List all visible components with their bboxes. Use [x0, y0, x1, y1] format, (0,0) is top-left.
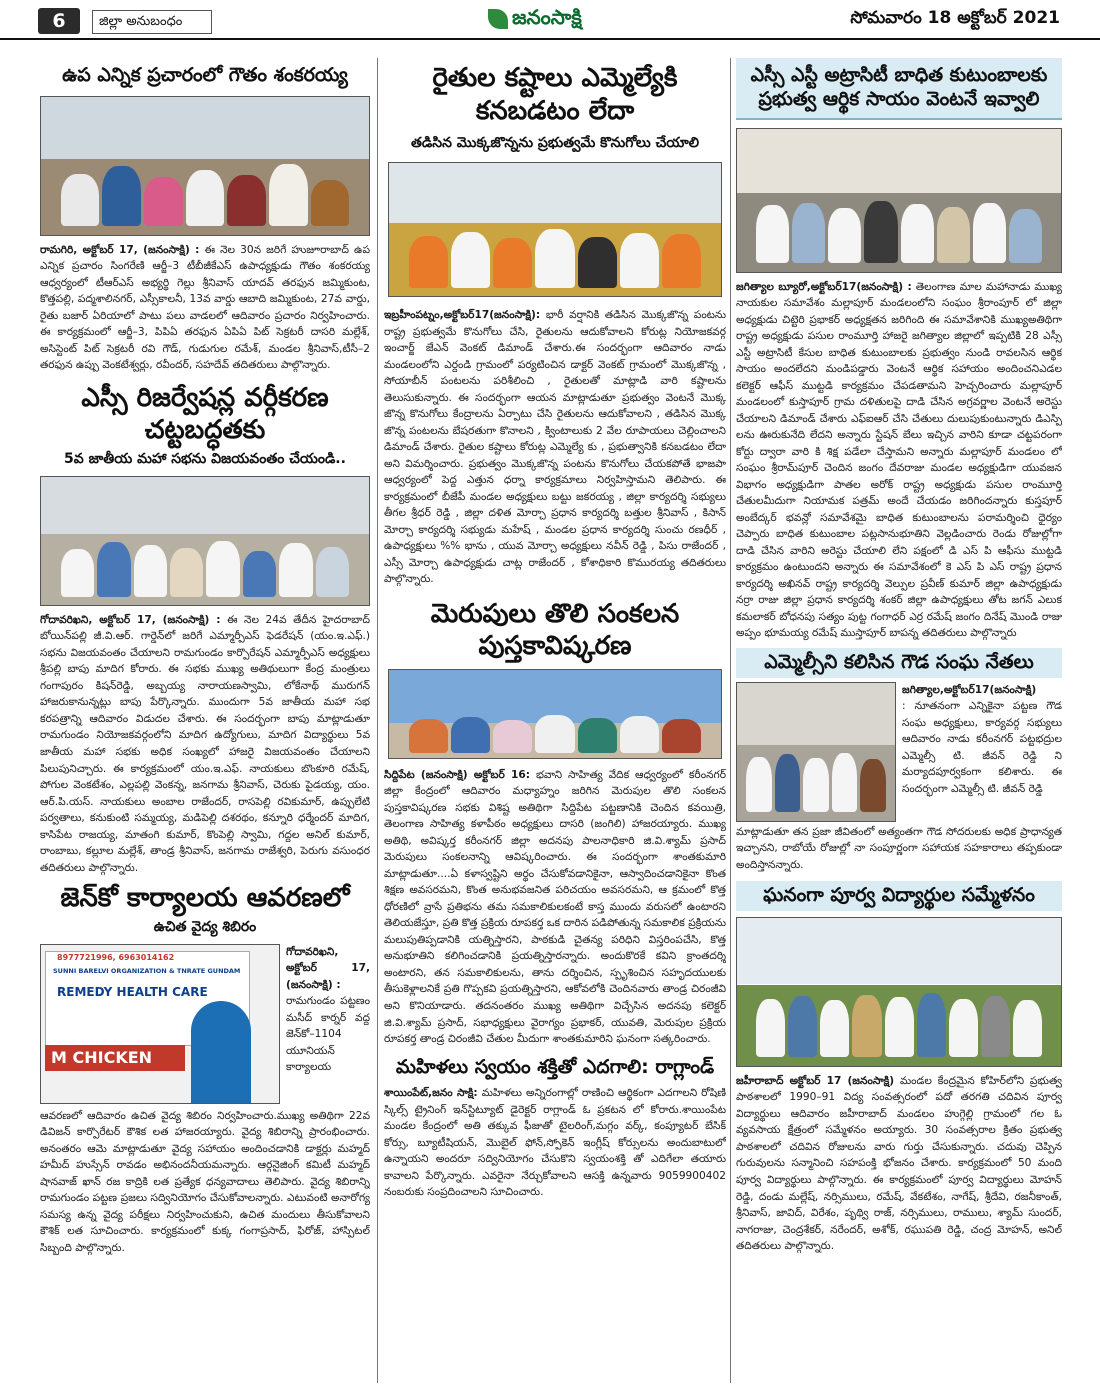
photo-book-launch — [388, 669, 722, 759]
story-alumni-meet: జహీరాబాద్ అక్టోబర్ 17 (జనంసాక్షి) మండల కేంద్రమైన కోహిర్‌లోని ప్రభుత్వ పాఠశాలలో 1990–91 విద్య సంవత్సరంలో పదో తరగతి చదివిన పూర్వ విద్యార్థులు ఆదివారం జహీరాబాద్ మండలం హుగ్గెల్లి గ్రామంలో గల ఓ వ్యవసాయ క్షేత్రంలో సమ్మేళనం అయ్యారు. 30 సంవత్సరాల క్రితం ప్రభుత్వ పాఠశాలలో చదివిన రోజులను వారు గుర్తు చేసుకున్నారు. చదువు చెప్పిన గురువులను సన్మానించి సహపంక్తి భోజనం చేశారు. కార్యక్రమంలో 50 మంది పూర్వ విద్యార్థులు పాల్గొన్నారు. ఈ కార్యక్రమంలో పూర్వ విద్యార్థులు మోహన్ రెడ్డి, దండు మల్లేష్, నర్సిములు, రమేష్, వేకటేశం, నాగేష్, శ్రీదేవి, రజనీకాంత్, శ్రీనివాస్, జావిద్, విరేశం, పృథ్వి రాజ్, నర్సిములు, రాములు, శ్యామ్ సుందర్, నాగరాజు, చెంద్రశేకర్, నరేందర్, అశోక్, రఘుపతి రెడ్డి, చంద్ర మోహన్, అనిల్ తదితరులు పాల్గొన్నారు. — [736, 1074, 1062, 1253]
dateline: రామగిరి, అక్టోబర్ 17, (జనంసాక్షి) : — [40, 243, 200, 256]
dateline: జగిత్యాల,అక్టోబర్17(జనంసాక్షి) — [902, 683, 1037, 696]
column-right — [736, 58, 1062, 1383]
gouda-block — [736, 682, 1062, 822]
story-book-launch: సిద్దిపేట (జనంసాక్షి) అక్టోబర్ 16: భవాని సాహిత్య వేదిక ఆధ్వర్యంలో కరీంనగర్ జిల్లా కేంద్రంలో ఆదివారం మధ్యాహ్నం జరిగిన మెరుపుల తొలి సంకలన పుస్తకావిష్కరణ సభకు విశిష్ట అతిథిగా సిద్దిపేట పట్టణానికి చెందిన కవయిత్రి, తెలంగాణ సాహిత్య కళాపీఠం అధ్యక్షులు దాసరి (జంగిలి) హాజరయ్యారు. ముఖ్య అతిథి, అవిష్కర్త కరీంనగర్ జిల్లా అదనపు పాలనాధికారి జి.వి.శ్యామ్ ప్రసాద్ మెరుపులు సంకలనాన్ని ఆవిష్కరించారు. ఈ సందర్భంగా శాంతకుమారి మాట్లాడుతూ....ఏ కళాస్వష్టిని అర్థం చేసుకోవడానికైనా, ఆస్వాదించడానికైనా కొంత శిక్షణ అవసరమని, కొంత అనుభవజనిత పరిచయం అవసరమని, ఆ క్రమంలో కొత్త ధోరణిలో వ్రాసే ప్రతిభను తమ సమకాలికులకంటే కాస్త ముందు వరుసలో ఉంటారని తెలియజేస్తూ, ప్రతి కొత్త ప్రక్రియ రూపకర్త ఒక దారిన పడిపోతున్న సమకాలిక ప్రక్రియను మలుపుతిప్పడానికి యత్నిస్తారని, పాఠకుడి చైతన్య పరిధిని విస్తరింపచేసి, కొత్త అనుభూతిని కలిగించడానికి ప్రయత్నిస్తారన్నారు. అందుకొరకే కవిని క్రాంతదర్శి అంటారని, తన సమకాలికులను, తాను దర్శించిన, స్పృశించిన సహృదయులకు తీసుకెళ్లాలనికే ప్రతి గొప్పకవి ప్రయత్నిస్తారని, ఆకోవలోకి చెందినవారు తాండ్ర చిరంజీవి అని కొనియాడారు. తదనంతరం ముఖ్య అతిథిగా విచ్చేసిన అదనపు కలెక్టర్ జి.వి.శ్యామ్ ప్రసాద్, సభాధ్యక్షులు వైరాగ్యం ప్రభాకర్, యువతి, మెరుపుల ప్రక్రియ రూపకర్త తాండ్ర చిరంజీవి చేతుల మీదుగా శాంతకుమారిని ఘనంగా సత్కరించారు. — [384, 768, 726, 1046]
masthead — [0, 0, 1100, 40]
headline-atrocity-2: ప్రభుత్వ ఆర్థిక సాయం వెంటనే ఇవ్వాలి — [758, 87, 1040, 110]
headline-atrocity-1: ఎస్సీ ఎస్టీ అట్రాసిటీ బాధిత కుటుంబాలకు — [750, 64, 1048, 86]
headline-gautam: ఉప ఎన్నిక ప్రచారంలో గౌతం శంకరయ్య — [62, 64, 348, 86]
headline-farmers-1: రైతుల కష్టాలు ఎమ్మెల్యేకి — [432, 63, 678, 93]
story-gouda-sangham: మాట్లాడుతూ తన ప్రజా జీవితంలో అత్యంతగా గౌడ సోదరులకు అధిక ప్రాధాన్యత ఇచ్చానని, రాబోయే రోజుల్లో నా సంపూర్ణంగా సహాయక సహకారాలు తప్పకుండా అందిస్తానన్నారు. — [736, 825, 1062, 871]
dateline: జహీరాబాద్ అక్టోబర్ 17 (జనంసాక్షి) — [736, 1074, 895, 1087]
headline-book-launch-2: పుస్తకావిష్కరణ — [478, 631, 632, 662]
headline-gouda-sangham: ఎమ్మెల్సీని కలిసిన గౌడ సంఘ నేతలు — [736, 648, 1062, 678]
newspaper-logo — [488, 4, 582, 34]
story-sc-reservation: గోదావరిఖని, అక్టోబర్ 17, (జనంసాక్షి) : ఈ నెల 24వ తేదీన హైదరాబాద్ బోయిన్‌పల్లి జీ.వి.ఆర్. గార్డెన్‌లో జరిగే ఎమ్మార్పీఎస్ ఫెడరేషన్ (యం.ఇ.ఎఫ్.) సభను విజయవంతం చేయాలని రామగుండం కార్పొరేషన్ ఎమ్మార్పీఎస్ అధ్యక్షులు శ్రీపల్లి బాపు మాదిగ కోరారు. ఈ సభకు ముఖ్య అతిథులుగా కేంద్ర మంత్రులు గంగాపురం కిషన్‌రెడ్డి, అబ్బయ్య నారాయణస్వామి, లోకేనాథ్ మురుగన్ హాజరుకానున్నట్లు బాపు పేర్కొన్నారు. ముందుగా 5వ జాతీయ మహా సభ కరపత్రాన్ని ఆదివారం విడుదల చేశారు. ఈ సందర్భంగా బాపు మాట్లాడుతూ రామగుండం నియోజకవర్గంలోని మాదిగ ఉద్యోగులు, మాదిగ విద్యార్థులు 5వ జాతీయ మహా సభకు అధిక సంఖ్యలో హాజరై విజయవంతం చేయాలని పిలుపునిచ్చారు. ఈ కార్యక్రమంలో యం.ఇ.ఎఫ్. నాయకులు బొంకూరి రమేష్, పోగుల వెంకటేశం, ఎల్లపల్లి వెంకన్న, జనగామ శ్రీనివాస్, చెరుకు పైడయ్య, యం. ఆర్.పి.యస్. నాయకులు అంబాల రాజేందర్, రాసపెల్లి రవికుమార్, ఉప్పులేటి పర్వతాలు, కనుకుంటి సమ్మయ్య, మడిపెల్లి దశరథం, కన్నూరి ధర్మేందర్ మాదిగ, కాసిపేట రాజయ్య, మాతంగి కుమార్, కొంపెల్లి స్వామి, గద్దల అనిల్ కుమార్, రాంబాబు, కల్లూల మల్లేశ్, తాండ్ర శ్రీనివాస్, జనగామ రాజేశ్వరి, పెరుగు వసుంధర తదితరులు పాల్గొన్నారు. — [40, 613, 370, 874]
photo-alumni-meet — [736, 917, 1062, 1067]
dateline: జగిత్యాల బ్యూరో,అక్టోబర్17(జనంసాక్షి) : — [736, 280, 912, 293]
photo-gouda-sangham — [736, 682, 896, 822]
column-center — [384, 58, 726, 1383]
headline-alumni-meet: ఘనంగా పూర్వ విద్యార్థుల సమ్మేళనం — [736, 881, 1062, 911]
dateline: సిద్దిపేట (జనంసాక్షి) అక్టోబర్ 16: — [384, 768, 530, 781]
headline-sc-reservation-2: చట్టబద్ధతకు — [144, 415, 266, 446]
leaf-icon — [488, 9, 508, 29]
subheadline-genco-camp: ఉచిత వైద్య శిబిరం — [153, 918, 257, 935]
headline-book-launch-1: మెరుపులు తొలి సంకలన — [430, 598, 680, 629]
story-atrocity: జగిత్యాల బ్యూరో,అక్టోబర్17(జనంసాక్షి) : తెలంగాణ మాల మహానాడు ముఖ్య నాయకుల సమావేశం మల్లాపూర్ మండలంలోని సంఘం శ్రీరాంపూర్ లో జిల్లా అధ్యక్షుడు చిట్టెరి ప్రభాకర్ అధ్యక్షతన జరిగింది ఈ సమావేశానికి ముఖ్యఅతిథిగా రాష్ట్ర అధ్యక్షుడు పసుల రాంమూర్తి హాజరై జగిత్యాల జిల్లాలో ఇప్పటికి 28 ఎస్సీ ఎస్టీ అట్రాసిటీ కేసుల బాధిత కుటుంబాలకు ప్రభుత్వం నుండి రావలసిన ఆర్థిక సాయం అందలేదని మండిపడ్డారు వెంటనే ఆర్థిక సహాయం అందించనిఎడల కలెక్టర్ ఆఫీస్ ముట్టడి కార్యక్రమం చేపడతామని హెచ్చరించారు మల్లాపూర్ మండలంలో కుస్తాపూర్ గ్రామ దళితులపై దాడి చేసిన అగ్రవర్ణాల వెంటనే అరెస్టు చేయాలని డిమాండ్ చేశారు ఎఫ్ఐఆర్ చేసి చేతులు దులుపుకుంటున్నారు డిఎస్పి లను ఊరుకునేది లేదని అన్నారు స్టేషన్ బేలు ఇచ్చిన వారిని కూడా చట్టపరంగా కోర్టు ద్వారా వారి కి శిక్ష పడేలా చేస్తామని అన్నారు మల్లాపూర్ మండలం లో సంఘం శ్రీరామ్‌పూర్ చెందిన జంగం దేవరాజు మండల అధ్యక్షుడిగా యువజన విభాగం అధ్యక్షుడిగా పాతల అరోక్ రాష్ట్ర అధ్యక్షుడు పసుల రాంమూర్తి చేతులమీదుగా నియామక పత్రమ్ అందే చేయడం జరిగిందన్నారు కుస్తపూర్ అంబేద్కర్ భవన్లో సమావేశమై బాధిత కుటుంబాలను పరామర్శించి ధైర్యం చెప్పారు బాధిత కుటుంబాల పట్లసానుభూతిని వెల్లడించారు రెండు రోజుల్లోగా దాడి చేసిన వారిని అరెస్టు చేయాలి లేని పక్షంలో డి ఎస్ పి ఆఫీసు ముట్టడి కార్యక్రమం ఉంటుందని అన్నారు ఈ సమావేశంలో కె ఎస్ పి ఎస్ రాష్ట్ర ప్రధాన కార్యదర్శి అఖినవ్ రాష్ట్ర కార్యదర్శి వెల్పుల ప్రవీణ్ కుమార్ జిల్లా ఉపాధ్యక్షుడు నర్రా రాజు జిల్లా ప్రధాన కార్యదర్శి శంకర్ జిల్లా ఉపాధ్యక్షులు తోట జగన్ ఎలుక కమలాకర్ బోధనపు సత్యం పుట్ట గంగాధర్ ఎర్ర రమేష్ జంగం దినేష్ మొండి రాజు అప్పం భూమయ్య రమేష్ ముస్తాపూర్ బాపన్న తదితరులు పాల్గొన్నారు — [736, 280, 1062, 640]
issue-date: సోమవారం 18 అక్టోబర్ 2021 — [850, 8, 1060, 28]
dateline: ఇబ్రహీంపట్నం,అక్టోబర్17(జనంసాక్షి): — [384, 309, 541, 321]
story-farmers: ఇబ్రహీంపట్నం,అక్టోబర్17(జనంసాక్షి): భారీ వర్షానికి తడిసిన మొక్కజొన్న పంటను రాష్ట్ర ప్రభుత్వమే కొనుగోలు చేసి, రైతులను ఆదుకోవాలని కోరుట్ల నియోజకవర్గ ఇంచార్జ్ జేఎన్ వెంకట్ డిమాండ్ చేశారు.ఈ సందర్భంగా ఆదివారం నాడు మండలంలోని ఎర్దండి గ్రామంలో పర్యటించిన డాక్టర్ వెంకట్ గ్రామంలో మొక్కజొన్న , సోయాబీన్ పంటలను పరిశీలించి , రైతులతో మాట్లాడి వారి కష్టాలను తెలుసుకున్నారు. ఈ సందర్భంగా ఆయన మాట్లాడుతూ ప్రభుత్వం వెంటనే మొక్క జొన్న కొనుగోలు కేంద్రాలను ఏర్పాటు చేసి రైతులను ఆదుకోవాలని , తడిసిన మొక్క జొన్న పంటలను బేషరతుగా కొనాలని , క్వింటాలుకు 2 వేల రూపాయలు చెల్లించాలని డిమాండ్ చేశారు. రైతుల కష్టాలు కోరుట్ల ఎమ్మెల్యే కు , ప్రభుత్వానికి కనబడటం లేదా అని విమర్శించారు. ప్రభుత్వం మొక్కజొన్న పంటను కొనుగోలు చేయకపోతే భాజపా ఆధ్వర్యంలో పెద్ద ఎత్తున ధర్నా కార్యక్రమాలు నిర్వహిస్తామని తెలిపారు. ఈ కార్యక్రమంలో బీజేపీ మండల అధ్యక్షులు బట్టు జకరయ్య , జిల్లా కార్యదర్శి సభ్యులు తీగల శ్రీధర్ రెడ్డి , జిల్లా దళిత మోర్చా ప్రధాన కార్యదర్శి బత్తుల శ్రీనివాస్ , కిసాన్ మోర్చా కార్యదర్శి సభ్యుడు మహేష్ , మండల ప్రధాన కార్యదర్శి సుంచు రణధీర్ , ఉపాధ్యక్షులు %% భాను , యువ మోర్చా అధ్యక్షులు నవీన్ రెడ్డి , పిసు రాజేందర్ , ఎస్సీ మోర్చా ఉపాధ్యక్షుడు చాట్ల రాజేందర్ , కోశాధికారి కొమురయ్య తదితరులు పాల్గొన్నారు. — [384, 309, 726, 586]
story-women-empowerment: శాయింపేట్,జనం సాక్షి: మహిళలు అన్నిరంగాల్లో రాణించి ఆర్థికంగా ఎదగాలని రోషిణి స్కిల్స్ ట్రైనింగ్ ఇన్‌స్టిట్యూట్ డైరెక్టర్ రాగ్లాండ్ ఓ ప్రకటన లో కోరారు.శాయింపేట మండల కేంద్రంలో అతి తక్కువ ఫీజుతో టైలరింగ్,మగ్గం వర్క్, కంప్యూటర్ బేసిక్ కోర్సు, బ్యూటీషియన్, మొబైల్ ఫోన్,స్పోకెన్ ఇంగ్లీష్ కోర్సులను అందుబాటులో ఉన్నాయని అందరూ సద్వినియోగం చేసుకొని స్వయంశక్తి తో ఎదిగేలా తయారు కావాలని పేర్కొన్నారు. ఎవరైనా నేర్చుకోవాలని ఆసక్తి ఉన్నవారు 9059900402 నంబరుకు సంప్రదించాలని సూచించారు. — [384, 1087, 726, 1199]
clinic-side-text: గోదావరిఖని, అక్టోబర్ 17, (జనంసాక్షి) : రామగుండం పట్టణం మసీద్ కార్నర్ వద్ద జెన్‌కో–1104 యూనియన్ కార్యాలయ — [286, 945, 370, 1074]
column-rule — [730, 58, 731, 1383]
section-name: జిల్లా అనుబంధం — [92, 10, 212, 34]
dateline: గోదావరిఖని, అక్టోబర్ 17, (జనంసాక్షి) : — [40, 613, 221, 626]
headline-farmers-2: కనబడటం లేదా — [475, 95, 635, 126]
headline-women-empowerment: మహిళలు స్వయం శక్తితో ఎదగాలి: రాగ్లాండ్ — [395, 1055, 715, 1078]
headline-box-atrocity — [736, 58, 1062, 120]
headline-sc-reservation-1: ఎస్సీ రిజర్వేషన్ల వర్గీకరణ — [81, 382, 329, 413]
page-number: 6 — [38, 8, 80, 34]
clinic-block — [40, 944, 370, 1104]
dateline: గోదావరిఖని, అక్టోబర్ 17, (జనంసాక్షి) : — [286, 945, 370, 991]
photo-mala-mahanadu — [736, 128, 1062, 273]
photo-maize-field — [388, 162, 722, 297]
column-left — [40, 58, 370, 1383]
column-rule — [377, 58, 378, 1383]
logo-text: జనంసాక్షి — [512, 4, 582, 29]
gouda-side-text: జగిత్యాల,అక్టోబర్17(జనంసాక్షి) : నూతనంగా ఎన్నికైనా పట్టణ గౌడ సంఘ అధ్యక్షులు, కార్యవర్గ సభ్యులు ఆదివారం నాడు కరీంనగర్ పట్టభద్రుల ఎమ్మెల్సీ టి. జీవన్ రెడ్డి ని మర్యాదపూర్వకంగా కలిశారు. ఈ సందర్భంగా ఎమ్మెల్సీ టి. జీవన్ రెడ్డి — [902, 683, 1062, 795]
photo-medical-camp: 8977721996, 6963014162 SUNNI BARELVI ORGANIZATION & TNRATE GUNDAM REMEDY HEALTH CARE M CHICKEN — [40, 944, 280, 1104]
subheadline-sc-reservation: 5వ జాతీయ మహా సభను విజయవంతం చేయండి.. — [64, 450, 346, 467]
dateline: శాయింపేట్,జనం సాక్షి: — [384, 1087, 478, 1100]
story-gautam: రామగిరి, అక్టోబర్ 17, (జనంసాక్షి) : ఈ నెల 30న జరిగే హుజూరాబాద్ ఉప ఎన్నిక ప్రచారం సింగరేణి ఆర్జీ–3 టీబీజీకేఎస్ ఉపాధ్యక్షుడు గౌతం శంకరయ్య ఆధ్వర్యంలో టీఆర్ఎస్ అభ్యర్థి గెల్లు శ్రీనివాస్ యాదవ్ తరఫున జమ్మికుంట, కొత్తపల్లి, పద్మశాలినగర్, ఎస్సీకాలనీ, 13వ వార్డు ఆబాది జమ్మికుంట, 27వ వార్డు, రైతు బజార్ ఏరియాలో పాటు పలు వాడలలో ఆదివారం ప్రచారం నిర్వహించారు. ఈ కార్యక్రమంలో ఆర్జీ–3, పిపిఏ తరఫున ఏపిఏ పిట్ సెక్రటరీ దాసరి మల్లేశ్, అసిస్టెంట్ పిట్ సెక్రటరీ రవి గౌడ్, గుడుగుల రమేశ్, మండల శ్రీనివాస్,టీసీ–2 తరఫున ఉప్పు వెంకటేశ్వర్లు, రవీందర్, సహదేవ్ తదితరులు పాల్గొన్నారు. — [40, 243, 370, 372]
headline-genco-camp: జెన్‌కో కార్యాలయ ఆవరణలో — [60, 883, 350, 914]
photo-pamphlet-release — [40, 476, 370, 606]
photo-campaign — [40, 96, 370, 236]
subheadline-farmers: తడిసిన మొక్కజొన్నను ప్రభుత్వమే కొనుగోలు చేయాలి — [411, 135, 699, 151]
story-genco-camp: ఆవరణలో ఆదివారం ఉచిత వైద్య శిబిరం నిర్వహించారు.ముఖ్య అతిథిగా 22వ డివిజన్ కార్పొరేటర్ కౌశిక లత హాజరయ్యారు. వైద్య శిబిరాన్ని ప్రారంభించారు. అనంతరం ఆమె మాట్లాడుతూ వైద్య సహాయం అందించడానికి డాక్టర్లు మహ్మద్ హమీద్ హుస్సేన్ రావడం అభినందనీయమన్నారు. ఆర్గనైజింగ్ కమిటీ మహ్మద్ షానవాజ్ ఖాన్ రజ కాద్రికి లత ప్రత్యేక ధన్యవాదాలు తెలిపారు. వైద్య శిబిరాన్ని రామగుండం పట్టణ ప్రజలు సద్వినియోగం చేసుకోవాలన్నారు. ఎటువంటి అనారోగ్య సమస్య ఉన్న వైద్య పరీక్షలు నిర్వహించుకుని, ఉచిత మందులు తీసుకోవాలని కౌశిక్ లత సూచించారు. కార్యక్రమంలో కుక్క గంగాప్రసాద్, ఫిరోజ్, హాస్పిటల్ సిబ్బంది పాల్గొన్నారు. — [40, 1109, 370, 1254]
